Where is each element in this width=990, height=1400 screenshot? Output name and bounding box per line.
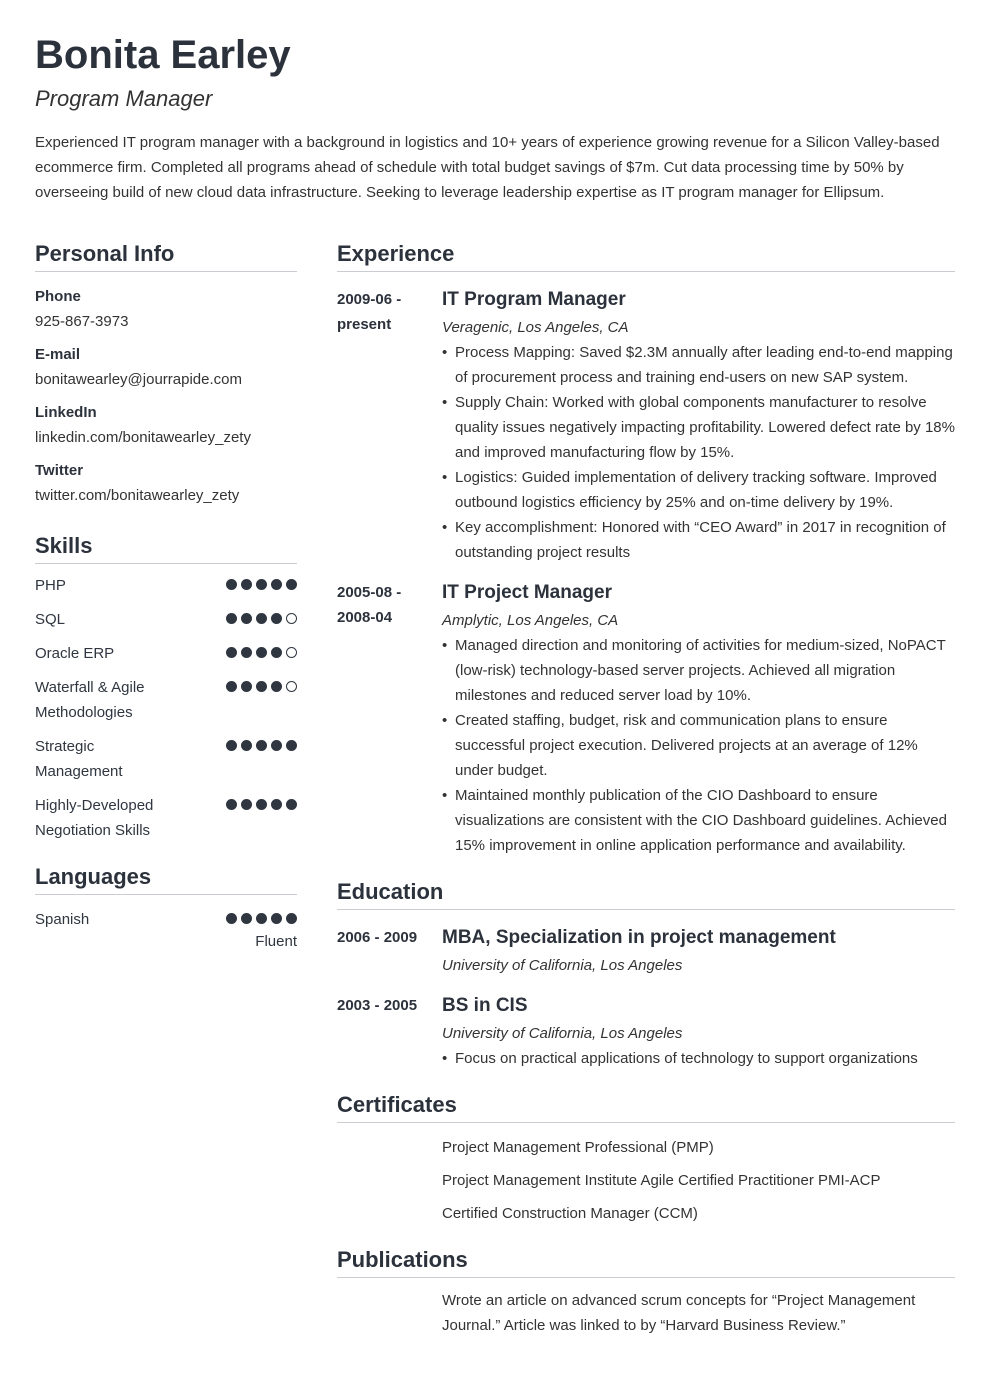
education-entry bbox=[337, 924, 955, 978]
linkedin-label: LinkedIn bbox=[35, 404, 97, 421]
entry-bullets bbox=[442, 1046, 955, 1071]
entry-body bbox=[442, 286, 955, 565]
rating-dot-filled-icon bbox=[271, 647, 282, 658]
certificate-item: Certified Construction Manager (CCM) bbox=[442, 1205, 698, 1222]
rating-dot-filled-icon bbox=[271, 913, 282, 924]
job-title: Program Manager bbox=[35, 86, 213, 111]
entry-company: Veragenic, Los Angeles, CA bbox=[442, 319, 629, 336]
skill-name: Highly-Developed Negotiation Skills bbox=[35, 797, 154, 839]
skill-item bbox=[35, 675, 297, 725]
certificates-list bbox=[442, 1135, 955, 1226]
skill-name: Oracle ERP bbox=[35, 645, 115, 662]
bullet-item: • Focus on practical applications of technology to support organizations bbox=[442, 1046, 955, 1071]
entry-date: 2006 - 2009 bbox=[337, 929, 418, 946]
entry-title: BS in CIS bbox=[442, 995, 528, 1016]
bullet-item: • Process Mapping: Saved $2.3M annually after leading end-to-end mapping of procurement process and training end-users on new SAP system. bbox=[442, 340, 955, 390]
entry-school: University of California, Los Angeles bbox=[442, 1025, 683, 1042]
rating-dot-filled-icon bbox=[241, 799, 252, 810]
entry-body bbox=[442, 924, 955, 978]
skill-name: Strategic Management bbox=[35, 738, 123, 780]
rating-dot-empty-icon bbox=[286, 681, 297, 692]
linkedin-value[interactable]: linkedin.com/bonitawearley_zety bbox=[35, 429, 251, 446]
skills-heading: Skills bbox=[35, 532, 297, 564]
rating-dot-filled-icon bbox=[271, 579, 282, 590]
skill-item bbox=[35, 734, 297, 784]
certificates-section bbox=[337, 1091, 955, 1226]
rating-dot-filled-icon bbox=[241, 647, 252, 658]
rating-dot-filled-icon bbox=[226, 740, 237, 751]
twitter-label: Twitter bbox=[35, 462, 84, 479]
language-rating bbox=[226, 913, 297, 924]
rating-dot-filled-icon bbox=[241, 613, 252, 624]
skills-section bbox=[35, 532, 297, 843]
skill-rating bbox=[226, 579, 297, 590]
entry-body bbox=[442, 579, 955, 858]
rating-dot-filled-icon bbox=[241, 681, 252, 692]
rating-dot-filled-icon bbox=[286, 799, 297, 810]
publications-heading: Publications bbox=[337, 1246, 955, 1278]
skill-name: Waterfall & Agile Methodologies bbox=[35, 679, 145, 721]
rating-dot-empty-icon bbox=[286, 647, 297, 658]
profile-summary: Experienced IT program manager with a background in logistics and 10+ years of experience growing revenue for a Silicon Valley-based ecommerce firm. Completed all programs ahead of schedule with total budget savings of $7m. Cut data processing time by 50% by overseeing build of new cloud data infrastructure. Seeking to leverage leadership expertise as IT program manager for Ellipsum. bbox=[35, 134, 940, 201]
bullet-item: • Logistics: Guided implementation of delivery tracking software. Improved outbound logistics efficiency by 25% and on-time delivery by 19%. bbox=[442, 465, 955, 515]
rating-dot-filled-icon bbox=[241, 740, 252, 751]
entry-title: IT Program Manager bbox=[442, 289, 626, 310]
education-section bbox=[337, 878, 955, 1071]
rating-dot-filled-icon bbox=[256, 613, 267, 624]
language-item bbox=[35, 907, 297, 952]
skill-rating bbox=[226, 681, 297, 692]
entry-school: University of California, Los Angeles bbox=[442, 957, 683, 974]
languages-section bbox=[35, 863, 297, 952]
resume-page bbox=[35, 30, 955, 1334]
rating-dot-filled-icon bbox=[256, 681, 267, 692]
rating-dot-filled-icon bbox=[286, 740, 297, 751]
rating-dot-filled-icon bbox=[271, 681, 282, 692]
twitter-value[interactable]: twitter.com/bonitawearley_zety bbox=[35, 487, 240, 504]
skill-name: SQL bbox=[35, 611, 66, 628]
twitter-block bbox=[35, 458, 297, 508]
bullet-item: • Maintained monthly publication of the CIO Dashboard to ensure visualizations are consistent with the CIO Dashboard guidelines. Achieved 15% improvement in online application performance and availability. bbox=[442, 783, 955, 858]
rating-dot-filled-icon bbox=[271, 613, 282, 624]
experience-heading: Experience bbox=[337, 240, 955, 272]
language-name: Spanish bbox=[35, 911, 90, 928]
entry-title: MBA, Specialization in project management bbox=[442, 927, 836, 948]
entry-date: 2003 - 2005 bbox=[337, 997, 418, 1014]
entry-body bbox=[442, 992, 955, 1071]
rating-dot-filled-icon bbox=[256, 647, 267, 658]
rating-dot-filled-icon bbox=[271, 740, 282, 751]
rating-dot-filled-icon bbox=[226, 799, 237, 810]
skill-rating bbox=[226, 799, 297, 810]
rating-dot-filled-icon bbox=[256, 799, 267, 810]
skill-item bbox=[35, 607, 297, 632]
skill-rating bbox=[226, 647, 297, 658]
email-value[interactable]: bonitawearley@jourrapide.com bbox=[35, 371, 242, 388]
rating-dot-filled-icon bbox=[271, 799, 282, 810]
rating-dot-filled-icon bbox=[226, 647, 237, 658]
rating-dot-filled-icon bbox=[256, 740, 267, 751]
publications-section bbox=[337, 1246, 955, 1338]
personal-info-heading: Personal Info bbox=[35, 240, 297, 272]
rating-dot-empty-icon bbox=[286, 613, 297, 624]
skill-rating bbox=[226, 613, 297, 624]
experience-entry bbox=[337, 286, 955, 565]
phone-block bbox=[35, 284, 297, 334]
entry-bullets bbox=[442, 633, 955, 858]
rating-dot-filled-icon bbox=[241, 579, 252, 590]
bullet-item: • Created staffing, budget, risk and communication plans to ensure successful project execution. Delivered projects at an average of 12% under budget. bbox=[442, 708, 955, 783]
education-entry bbox=[337, 992, 955, 1071]
rating-dot-filled-icon bbox=[286, 913, 297, 924]
rating-dot-filled-icon bbox=[256, 913, 267, 924]
skill-item bbox=[35, 573, 297, 598]
certificate-item: Project Management Institute Agile Certified Practitioner PMI-ACP bbox=[442, 1172, 881, 1189]
entry-company: Amplytic, Los Angeles, CA bbox=[442, 612, 619, 629]
entry-title: IT Project Manager bbox=[442, 582, 612, 603]
email-label: E-mail bbox=[35, 346, 81, 363]
publication-item: Wrote an article on advanced scrum concepts for “Project Management Journal.” Article was linked to by “Harvard Business Review.” bbox=[442, 1292, 916, 1334]
entry-bullets bbox=[442, 340, 955, 565]
rating-dot-filled-icon bbox=[286, 579, 297, 590]
rating-dot-filled-icon bbox=[226, 681, 237, 692]
rating-dot-filled-icon bbox=[226, 913, 237, 924]
left-column bbox=[35, 240, 297, 952]
bullet-item: • Managed direction and monitoring of activities for medium-sized, NoPACT (low-risk) technology-based server projects. Achieved all migration milestones and reduced server load by 10%. bbox=[442, 633, 955, 708]
skills-list bbox=[35, 573, 297, 843]
skill-item bbox=[35, 793, 297, 843]
experience-entry bbox=[337, 579, 955, 858]
right-column bbox=[337, 240, 955, 1338]
skill-name: PHP bbox=[35, 577, 66, 594]
entry-date: 2005-08 - 2008-04 bbox=[337, 584, 402, 626]
certificates-heading: Certificates bbox=[337, 1091, 955, 1123]
language-level: Fluent bbox=[255, 933, 297, 950]
certificate-item: Project Management Professional (PMP) bbox=[442, 1139, 714, 1156]
skill-rating bbox=[226, 740, 297, 751]
rating-dot-filled-icon bbox=[241, 913, 252, 924]
bullet-item: • Supply Chain: Worked with global components manufacturer to resolve quality issues negatively impacting profitability. Lowered defect rate by 18% and improved manufacturing flow by 15%. bbox=[442, 390, 955, 465]
rating-dot-filled-icon bbox=[256, 579, 267, 590]
languages-heading: Languages bbox=[35, 863, 297, 895]
education-heading: Education bbox=[337, 878, 955, 910]
email-block bbox=[35, 342, 297, 392]
rating-dot-filled-icon bbox=[226, 613, 237, 624]
personal-info-list bbox=[35, 284, 297, 508]
candidate-name: Bonita Earley bbox=[35, 33, 291, 77]
rating-dot-filled-icon bbox=[226, 579, 237, 590]
phone-label: Phone bbox=[35, 288, 81, 305]
linkedin-block bbox=[35, 400, 297, 450]
entry-date: 2009-06 - present bbox=[337, 291, 402, 333]
skill-item bbox=[35, 641, 297, 666]
bullet-item: • Key accomplishment: Honored with “CEO Award” in 2017 in recognition of outstanding project results bbox=[442, 515, 955, 565]
phone-value: 925-867-3973 bbox=[35, 313, 129, 330]
